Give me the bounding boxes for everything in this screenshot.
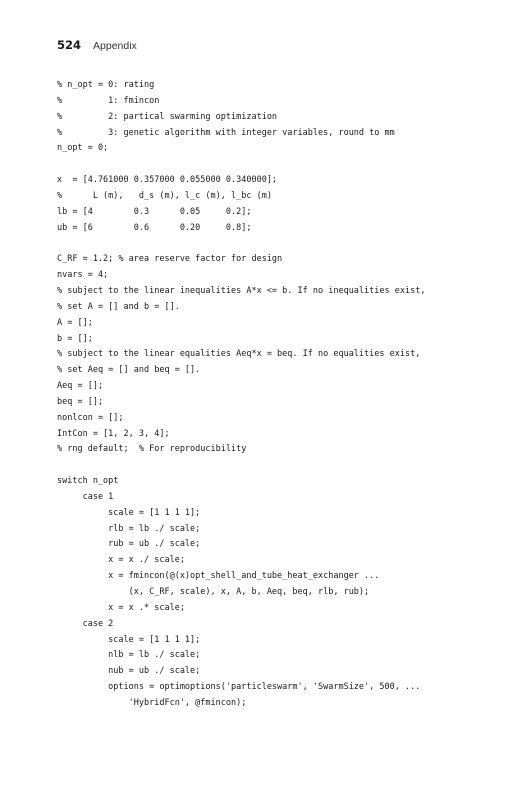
page-number: 524 — [57, 38, 82, 52]
code-line: (x, C_RF, scale), x, A, b, Aeq, beq, rlb, rub); — [57, 587, 370, 597]
code-line: % set Aeq = [] and beq = []. — [57, 365, 201, 376]
code-line: x = fmincon(@(x)opt_shell_and_tube_heat_exchanger ... — [57, 571, 380, 582]
code-line: rub = ub ./ scale; — [57, 539, 201, 550]
code-line: case 1 — [57, 491, 114, 502]
code-line: options = optimoptions('particleswarm', 'SwarmSize', 500, ... — [57, 682, 421, 693]
code-line: b = []; — [57, 333, 93, 344]
code-line: nub = ub ./ scale; — [57, 666, 201, 677]
code-line: case 2 — [57, 618, 114, 629]
code-line: % set A = [] and b = []. — [57, 301, 180, 312]
code-line: % 1: fmincon — [57, 95, 160, 106]
code-line: lb = [4 0.3 0.05 0.2]; — [57, 206, 252, 217]
code-line: x = [4.761000 0.357000 0.055000 0.340000]; — [57, 175, 278, 186]
section-title: Appendix — [93, 40, 137, 52]
page-header — [57, 38, 137, 54]
code-line: % subject to the linear inequalities A*x <= b. If no inequalities exist, — [57, 285, 426, 296]
code-line: % 3: genetic algorithm with integer variables, round to mm — [57, 127, 395, 138]
code-line: beq = []; — [57, 396, 104, 407]
code-listing — [57, 78, 517, 712]
blank-line — [57, 236, 517, 252]
code-line: nonlcon = []; — [57, 412, 124, 423]
code-line: C_RF = 1.2; % area reserve factor for design — [57, 254, 283, 265]
code-line: 'HybridFcn', @fmincon); — [57, 697, 247, 708]
code-line: % L (m), d_s (m), l_c (m), l_bc (m) — [57, 190, 272, 201]
blank-line — [57, 458, 517, 474]
code-line: scale = [1 1 1 1]; — [57, 507, 201, 518]
code-line: scale = [1 1 1 1]; — [57, 634, 201, 645]
code-line: IntCon = [1, 2, 3, 4]; — [57, 428, 170, 439]
code-line: x = x ./ scale; — [57, 555, 185, 566]
code-line: % subject to the linear equalities Aeq*x = beq. If no equalities exist, — [57, 349, 421, 360]
code-line: % n_opt = 0: rating — [57, 80, 155, 90]
code-line: n_opt = 0; — [57, 143, 109, 154]
code-line: switch n_opt — [57, 476, 119, 487]
code-line: rlb = lb ./ scale; — [57, 523, 201, 534]
code-line: nlb = lb ./ scale; — [57, 650, 201, 661]
code-line: nvars = 4; — [57, 270, 109, 281]
code-line: % 2: partical swarming optimization — [57, 111, 278, 122]
blank-line — [57, 157, 517, 173]
code-line: % rng default; % For reproducibility — [57, 444, 247, 455]
code-line: ub = [6 0.6 0.20 0.8]; — [57, 222, 252, 233]
code-line: Aeq = []; — [57, 381, 104, 392]
code-line: A = []; — [57, 317, 93, 328]
code-line: x = x .* scale; — [57, 602, 185, 613]
